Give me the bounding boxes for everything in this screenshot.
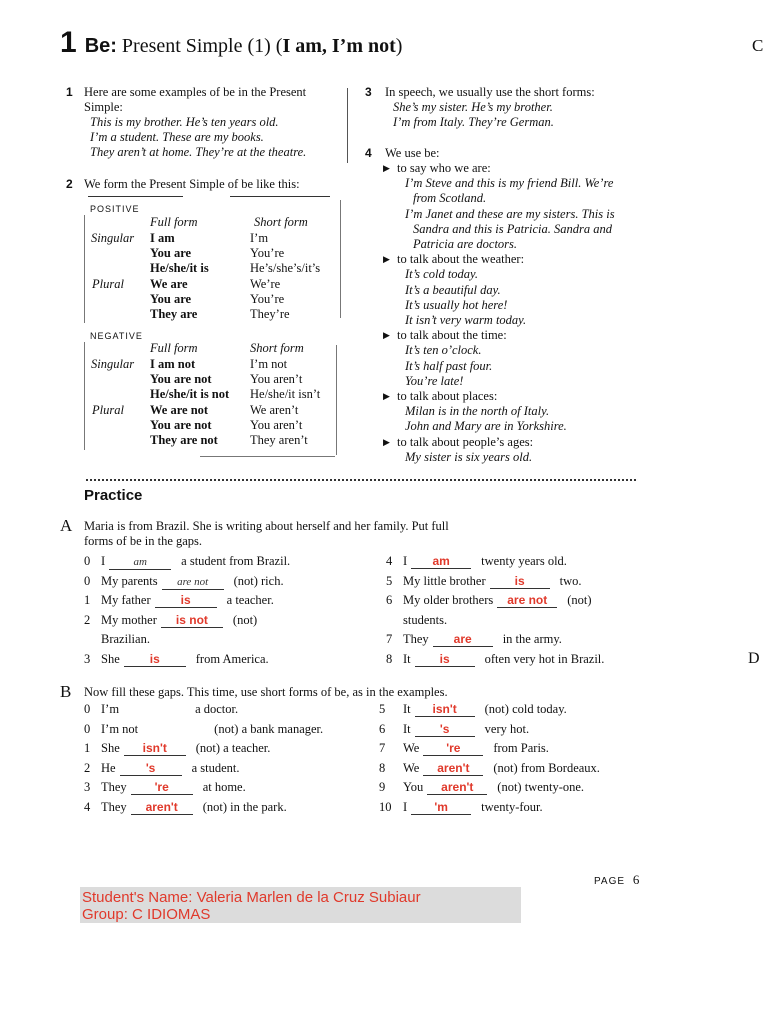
answer-text: is [180, 593, 191, 607]
item-suffix: often very hot in Brazil. [484, 651, 605, 666]
exercise-item [84, 593, 274, 608]
table-full-form: We are not [150, 402, 209, 417]
item-number: 3 [84, 780, 91, 794]
answer-text: isn't [142, 741, 167, 755]
item-suffix: (not) from Bordeaux. [493, 760, 600, 775]
exercise-item [379, 722, 529, 737]
intro-underline [88, 196, 183, 197]
item-number: 5 [379, 702, 386, 716]
exercise-item [386, 554, 567, 569]
exercise-item [379, 761, 600, 776]
label-singular: Singular [91, 357, 135, 371]
exercise-item [84, 741, 270, 756]
item-prefix: It [403, 721, 411, 736]
answer-text: 're [446, 741, 461, 755]
example-line: Patricia are doctors. [413, 237, 518, 251]
exercise-item [84, 554, 290, 570]
table-full-form: You are [150, 246, 192, 261]
page-label [594, 872, 639, 888]
item-number: 0 [84, 573, 91, 588]
item-suffix: (not) a bank manager. [214, 721, 324, 736]
item-suffix: (not) rich. [233, 573, 284, 588]
student-group: Group: C IDIOMAS [82, 906, 211, 923]
exercise-item [84, 761, 240, 776]
answer-text: isn't [432, 702, 457, 716]
answer-text: are [453, 632, 472, 646]
title-forms: I am, I’m not [282, 35, 396, 57]
item-suffix: a student. [191, 760, 240, 775]
item-prefix: They [101, 780, 127, 794]
title-end: ) [395, 35, 403, 57]
table-short-form: He/she/it isn’t [250, 387, 321, 402]
answer-text: is [514, 573, 525, 588]
example-line: You’re late! [405, 373, 464, 388]
text-line: Here are some examples of be in the Present [84, 85, 307, 99]
exercise-b-letter: B [60, 682, 72, 701]
item-number: 0 [84, 554, 91, 568]
item-number: 6 [379, 721, 386, 736]
answer-blank [131, 781, 193, 795]
bullet-triangle-icon: ▶ [383, 391, 390, 401]
negative-label: NEGATIVE [90, 331, 143, 341]
item-suffix: twenty-four. [481, 799, 543, 814]
exercise-item [84, 574, 284, 590]
table-full-form: I am not [150, 357, 196, 371]
answer-blank [109, 555, 171, 570]
table-short-form: You’re [250, 246, 285, 261]
exercise-item [386, 574, 582, 589]
answer-blank [423, 762, 483, 776]
item-prefix: I [101, 554, 106, 568]
table-short-form: We’re [250, 276, 281, 291]
exercise-a-letter: A [60, 516, 73, 535]
answer-blank [415, 653, 475, 667]
item-suffix: a student from Brazil. [181, 554, 291, 568]
item-number: 10 [379, 799, 392, 814]
item-number: 7 [386, 632, 393, 646]
exercise-item [379, 741, 549, 756]
example-line: It’s half past four. [405, 358, 493, 373]
answer-blank [120, 762, 182, 776]
answer-blank [124, 742, 186, 756]
item-suffix: very hot. [484, 721, 530, 736]
item-prefix: We [403, 760, 420, 775]
item-suffix: twenty years old. [481, 554, 567, 568]
answer-blank [161, 614, 223, 628]
table-full-form: They are [150, 307, 198, 321]
section-number: 4 [365, 146, 372, 160]
item-number: 1 [84, 741, 91, 755]
item-suffix: in the army. [502, 632, 562, 646]
answer-blank [433, 633, 493, 647]
use-label: to say who we are: [397, 161, 491, 175]
use-label: to talk about people’s ages: [397, 434, 534, 449]
exercise-a-instructions [84, 519, 449, 549]
positive-label: POSITIVE [90, 204, 140, 214]
table-full-form: You are not [150, 417, 212, 432]
answer-blank [131, 801, 193, 815]
title-be: Be: [84, 35, 117, 57]
answer-text: am [133, 556, 147, 568]
item-prefix: My older brothers [403, 593, 494, 607]
example-line: It’s ten o’clock. [405, 343, 482, 358]
item-prefix: They [101, 799, 127, 814]
table-right-rule [340, 200, 341, 318]
example-line: I’m Janet and these are my sisters. This is [405, 206, 615, 221]
answer-blank [415, 703, 475, 717]
item-suffix: from Paris. [493, 741, 549, 755]
table-short-form: You’re [250, 291, 285, 306]
table-full-form: They are not [150, 433, 218, 447]
table-bottom-rule [200, 456, 335, 457]
item-number: 2 [84, 612, 91, 627]
item-prefix: My little brother [403, 573, 486, 588]
student-info-box [80, 887, 521, 923]
exercise-b-instructions: Now fill these gaps. This time, use short forms of be, as in the examples. [84, 685, 448, 699]
item-prefix: I [403, 799, 408, 814]
answer-text: 're [154, 780, 169, 794]
example-line: I’m Steve and this is my friend Bill. We’re [405, 176, 614, 191]
example-line: It’s cold today. [405, 267, 479, 282]
item-number: 9 [379, 780, 386, 794]
answer-text: are not [177, 575, 209, 588]
table-full-form: You are [150, 291, 192, 306]
label-plural: Plural [92, 403, 124, 417]
exercise-item [84, 613, 257, 628]
bullet-triangle-icon: ▶ [383, 163, 390, 173]
section-intro: We form the Present Simple of be like this: [84, 177, 300, 191]
table-short-form: You aren’t [250, 417, 303, 432]
page-header [60, 26, 402, 60]
item-prefix: He [101, 760, 116, 775]
item-prefix: I [403, 554, 408, 568]
example-line: She’s my sister. He’s my brother. [393, 100, 553, 114]
item-prefix: My mother [101, 612, 157, 627]
bullet-triangle-icon: ▶ [383, 436, 390, 447]
table-short-form: I’m not [250, 357, 288, 371]
use-label: to talk about places: [397, 389, 498, 403]
header-short: Short form [250, 341, 304, 355]
section-number: 1 [66, 85, 73, 99]
answer-text: is [439, 651, 450, 666]
item-suffix: (not) [567, 593, 592, 607]
answer-text: aren't [437, 760, 470, 775]
header-short: Short form [254, 215, 308, 229]
dotted-separator [86, 479, 636, 481]
item-prefix: I’m not [101, 721, 139, 736]
section-number: 3 [365, 85, 372, 99]
answer-blank [411, 801, 471, 815]
item-number: 4 [386, 554, 393, 568]
table-full-form: You are not [150, 372, 212, 387]
page-number: 6 [632, 872, 640, 887]
answer-text: 's [439, 721, 450, 736]
instruction-line: Maria is from Brazil. She is writing about herself and her family. Put full [84, 519, 449, 533]
item-number: 6 [386, 593, 393, 607]
section-intro: We use be: [385, 146, 440, 160]
column-divider [347, 88, 348, 163]
item-number: 0 [84, 721, 91, 736]
table-short-form: He’s/she’s/it’s [250, 261, 321, 276]
item-number: 5 [386, 573, 393, 588]
table-left-rule [84, 342, 85, 450]
example-line: I’m from Italy. They’re German. [393, 115, 554, 129]
item-number: 4 [84, 799, 91, 814]
exercise-item [386, 632, 562, 647]
example-line: John and Mary are in Yorkshire. [405, 419, 567, 434]
item-suffix: a doctor. [195, 702, 239, 716]
answer-blank [411, 555, 471, 569]
bullet-triangle-icon: ▶ [383, 254, 390, 265]
example-line: They aren’t at home. They’re at the theatre. [90, 145, 307, 159]
table-full-form: I am [150, 231, 175, 245]
item-number: 8 [379, 760, 386, 775]
item-prefix: students. [403, 612, 448, 627]
answer-blank [423, 742, 483, 756]
table-short-form: They aren’t [250, 433, 308, 447]
answer-text: is not [175, 612, 208, 627]
instruction-line: forms of be in the gaps. [84, 534, 203, 548]
table-right-rule [336, 345, 337, 455]
exercise-item [84, 800, 287, 815]
exercise-item [84, 702, 238, 717]
unit-number: 1 [60, 26, 77, 59]
exercise-item [379, 702, 567, 717]
item-number: 0 [84, 702, 91, 716]
answer-blank [415, 723, 475, 737]
header-full: Full form [150, 215, 198, 229]
example-line: My sister is six years old. [405, 449, 533, 464]
example-line: Milan is in the north of Italy. [405, 404, 550, 419]
exercise-item [84, 780, 246, 795]
item-suffix: at home. [202, 780, 246, 794]
exercise-item [84, 632, 154, 647]
item-prefix: Brazilian. [101, 632, 150, 646]
page-label-text: PAGE [594, 876, 626, 887]
answer-text: 'm [434, 799, 448, 814]
exercise-item [386, 652, 604, 667]
table-full-form: He/she/it is not [150, 387, 230, 402]
item-number: 7 [379, 741, 386, 755]
side-letter-d: D [748, 650, 760, 667]
item-prefix: My parents [101, 573, 158, 588]
example-line: It’s usually hot here! [405, 297, 508, 312]
bullet-triangle-icon: ▶ [383, 330, 390, 341]
exercise-item [386, 593, 592, 608]
item-prefix: It [403, 651, 411, 666]
item-prefix: My father [101, 593, 151, 607]
item-number: 3 [84, 651, 91, 666]
answer-blank [497, 594, 557, 608]
item-suffix: two. [559, 573, 582, 588]
answer-text: is [149, 651, 160, 666]
table-full-form: We are [150, 276, 188, 291]
exercise-item [379, 800, 543, 815]
table-short-form: I’m [250, 231, 269, 245]
example-line: from Scotland. [413, 191, 487, 206]
item-suffix: (not) [232, 612, 258, 627]
title-main: Present Simple (1) ( [116, 35, 283, 57]
use-label: to talk about the weather: [397, 252, 525, 267]
item-suffix: from America. [195, 651, 269, 666]
answer-text: am [432, 554, 450, 568]
answer-blank [162, 575, 224, 590]
table-full-form: He/she/it is [150, 261, 209, 276]
example-line: This is my brother. He’s ten years old. [90, 115, 279, 129]
practice-title: Practice [84, 487, 143, 504]
item-suffix: (not) twenty-one. [497, 780, 585, 794]
header-full: Full form [150, 341, 198, 355]
exercise-item [84, 722, 323, 737]
item-suffix: (not) in the park. [202, 799, 287, 814]
section-number: 2 [66, 177, 73, 191]
answer-blank [427, 781, 487, 795]
example-line: Sandra and this is Patricia. Sandra and [413, 221, 612, 236]
table-short-form: We aren’t [250, 402, 299, 417]
table-left-rule [84, 215, 85, 323]
exercise-item [386, 613, 451, 628]
student-name: Student's Name: Valeria Marlen de la Cruz Subiaur [82, 889, 421, 906]
answer-text: are not [507, 593, 548, 607]
answer-text: aren't [145, 799, 178, 814]
corner-letter: C [752, 36, 764, 55]
table-short-form: They’re [250, 307, 290, 321]
intro-underline [230, 196, 330, 197]
answer-text: 's [145, 760, 156, 775]
exercise-item [379, 780, 584, 795]
exercise-item [84, 652, 269, 667]
item-number: 8 [386, 651, 393, 666]
item-suffix: a teacher. [226, 593, 274, 607]
item-prefix: You [403, 780, 424, 794]
item-prefix: She [101, 741, 120, 755]
example-line: I’m a student. These are my books. [90, 130, 264, 144]
item-suffix: (not) a teacher. [195, 741, 271, 755]
item-prefix: We [403, 741, 420, 755]
use-label: to talk about the time: [397, 328, 507, 343]
example-line: It’s a beautiful day. [405, 282, 501, 297]
table-short-form: You aren’t [250, 372, 303, 387]
text-line: Simple: [84, 100, 123, 114]
item-suffix: (not) cold today. [484, 702, 567, 716]
text-line: In speech, we usually use the short forms: [385, 85, 595, 99]
item-number: 1 [84, 593, 91, 607]
item-number: 2 [84, 760, 91, 775]
answer-text: aren't [441, 780, 474, 794]
answer-blank [155, 594, 217, 608]
answer-blank [124, 653, 186, 667]
label-plural: Plural [92, 277, 124, 291]
item-prefix: I’m [101, 702, 120, 716]
label-singular: Singular [91, 231, 135, 245]
example-line: It isn’t very warm today. [405, 313, 527, 327]
item-prefix: She [101, 651, 120, 666]
answer-blank [490, 575, 550, 589]
item-prefix: They [403, 632, 429, 646]
item-prefix: It [403, 702, 411, 716]
